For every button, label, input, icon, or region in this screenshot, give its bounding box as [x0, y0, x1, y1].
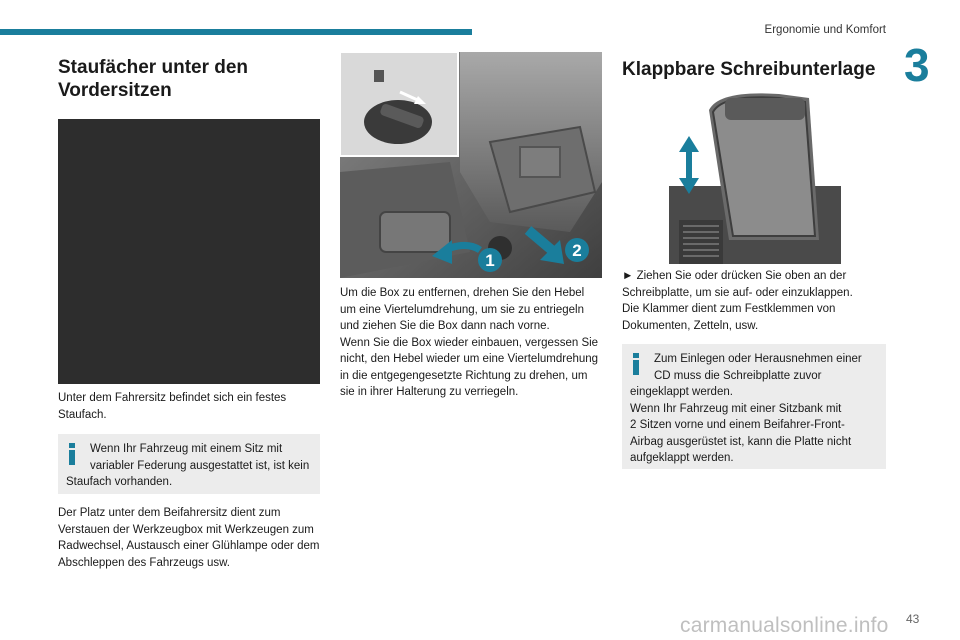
section-title: Ergonomie und Komfort — [764, 24, 886, 36]
header-accent-bar — [0, 29, 472, 35]
info-box-cd-airbag: Zum Einlegen oder Herausnehmen einer CD muss die Schreibplatte zuvor eingeklappt werden. Wenn Ihr Fahrzeug mit einer Sitzbank mit 2 Sitzen vorne und einem Beifahrer-Front- Airbag ausgerüstet ist, kann die Platte nicht aufgeklappt werden. — [622, 344, 886, 469]
writing-pad-illustration — [669, 90, 841, 264]
watermark: carmanualsonline.info — [680, 614, 889, 637]
paragraph-passenger-seat: Der Platz unter dem Beifahrersitz dient zum Verstauen der Werkzeugbox mit Werkzeugen zum Radwechsel, Austausch einer Glühlampe oder dem Abschleppen des Fahrzeugs usw. — [58, 507, 320, 569]
photo-under-seat — [58, 119, 320, 384]
paragraph-remove-box: Um die Box zu entfernen, drehen Sie den Hebel um eine Viertelumdrehung, um sie zu entriegeln und ziehen Sie die Box dann nach vorne. Wenn Sie die Box wieder einbauen, vergessen Sie nicht, den Hebel wieder um eine Viertelumdrehung in die entgegengesetzte Richtung zu drehen, um sie in ihrer Halterung zu verriegeln. — [340, 287, 599, 398]
section-heading-storage: Staufächer unter den Vordersitzen — [58, 57, 249, 101]
paragraph-driver-seat: Unter dem Fahrersitz befindet sich ein festes Staufach. — [58, 392, 287, 421]
info-icon — [630, 353, 642, 375]
writing-pad-illustration-wrap — [669, 90, 841, 264]
column-toolbox — [340, 52, 602, 401]
column-storage-under-seats — [58, 56, 320, 571]
info-icon — [66, 443, 78, 465]
page-number: 43 — [906, 612, 920, 626]
info-box-suspension-seat: Wenn Ihr Fahrzeug mit einem Sitz mit variabler Federung ausgestattet ist, ist kein Staufach vorhanden. — [58, 434, 320, 494]
chapter-number: 3 — [904, 39, 930, 91]
section-heading-writing-pad: Klappbare Schreibunterlage — [622, 59, 876, 80]
toolbox-illustration — [340, 52, 602, 278]
column-writing-pad — [622, 56, 886, 469]
callout-1: 1 — [485, 251, 495, 270]
paragraph-writing-pad: ► Ziehen Sie oder drücken Sie oben an der Schreibplatte, um sie auf- oder einzuklappen. Die Klammer dient zum Festklemmen von Dokumenten, Zetteln, usw. — [622, 270, 853, 332]
callout-2: 2 — [572, 241, 582, 260]
